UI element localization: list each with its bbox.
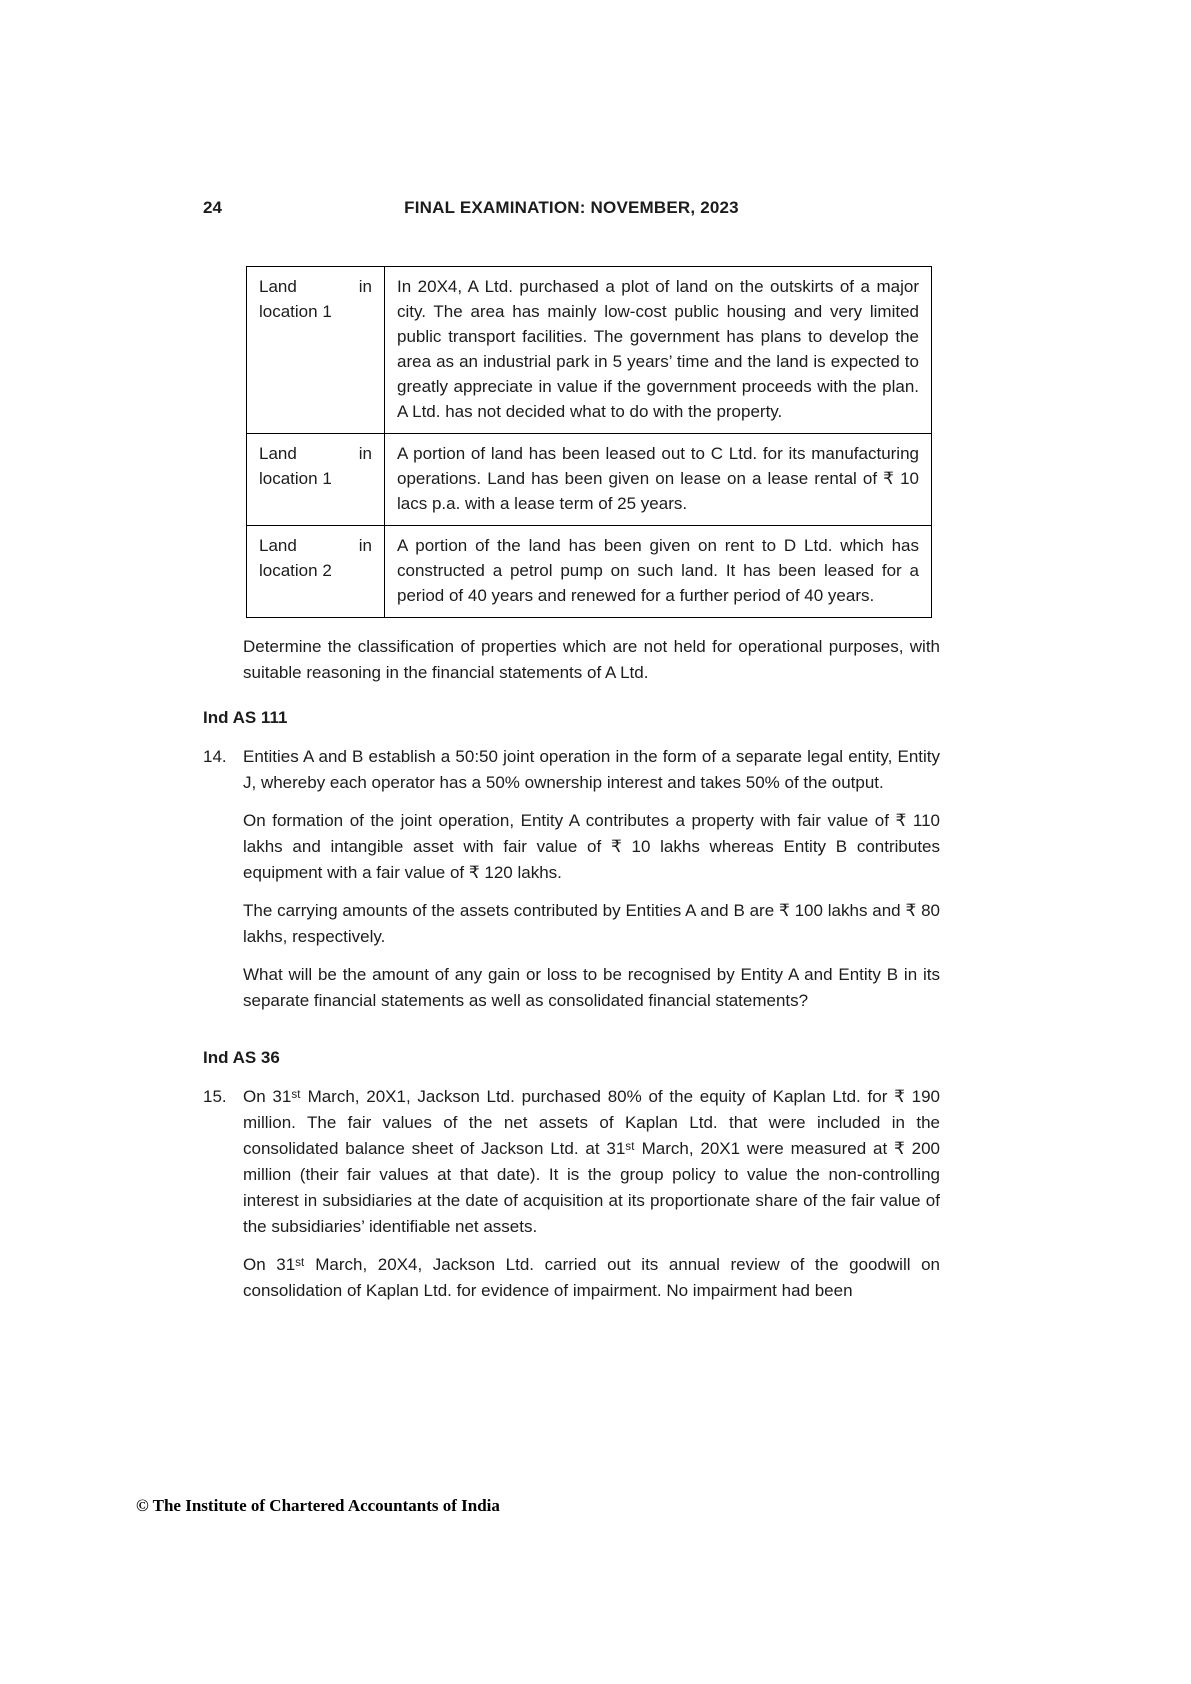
row-text-cell: A portion of land has been leased out to C Ltd. for its manufacturing operations. Land has been given on lease on a lease rental of ₹ 10 lacs p.a. with a lease term of 25 years. (385, 434, 932, 526)
question-closing-paragraph: Determine the classification of properties which are not held for operational purposes, with suitable reasoning in the financial statements of A Ltd. (243, 637, 940, 682)
paragraph: On 31ˢᵗ March, 20X1, Jackson Ltd. purchased 80% of the equity of Kaplan Ltd. for ₹ 190 million. The fair values of the net assets of Kaplan Ltd. that were included in the consolidated balance sheet of Jackson Ltd. at 31ˢᵗ March, 20X1 were measured at ₹ 200 million (their fair values at that date). It is the group policy to value the non-controlling interest in subsidiaries at the date of acquisition at its proportionate share of the fair value of the subsidiaries’ identifiable net assets. (243, 1087, 940, 1236)
question-15-number: 15. (203, 1087, 227, 1106)
table-row (247, 267, 932, 434)
row-text-cell: In 20X4, A Ltd. purchased a plot of land on the outskirts of a major city. The area has mainly low-cost public housing and very limited public transport facilities. The government has plans to develop the area as an industrial park in 5 years’ time and the land is expected to greatly appreciate in value if the government proceeds with the plan. A Ltd. has not decided what to do with the property. (385, 267, 932, 434)
paragraph: What will be the amount of any gain or loss to be recognised by Entity A and Entity B in its separate financial statements as well as consolidated financial statements? (243, 965, 940, 1010)
row-label-cell: Land in location 1 (247, 267, 385, 434)
land-classification-table (246, 266, 932, 618)
page-number: 24 (203, 198, 222, 217)
question-14-body (243, 744, 940, 1026)
copyright-text: © The Institute of Chartered Accountants of India (136, 1496, 500, 1515)
paragraph: On formation of the joint operation, Entity A contributes a property with fair value of ₹ 110 lakhs and intangible asset with fair value of ₹ 10 lakhs whereas Entity B contributes equipment with a fair value of ₹ 120 lakhs. (243, 811, 940, 882)
page-title: FINAL EXAMINATION: NOVEMBER, 2023 (404, 198, 739, 217)
row-text-cell: A portion of the land has been given on rent to D Ltd. which has constructed a petrol pump on such land. It has been leased for a period of 40 years and renewed for a further period of 40 years. (385, 526, 932, 618)
row-label-cell: Land in location 2 (247, 526, 385, 618)
section-heading-ind-as-111: Ind AS 111 (203, 708, 288, 727)
section-heading-ind-as-36: Ind AS 36 (203, 1048, 280, 1067)
table-row (247, 526, 932, 618)
paragraph: On 31ˢᵗ March, 20X4, Jackson Ltd. carried out its annual review of the goodwill on consolidation of Kaplan Ltd. for evidence of impairment. No impairment had been (243, 1255, 940, 1300)
table-row (247, 434, 932, 526)
row-label-cell: Land in location 1 (247, 434, 385, 526)
page-footer (136, 1496, 500, 1516)
paragraph: Entities A and B establish a 50:50 joint operation in the form of a separate legal entity, Entity J, whereby each operator has a 50% ownership interest and takes 50% of the output. (243, 747, 940, 792)
question-14 (203, 744, 940, 1026)
question-15-body (243, 1084, 940, 1316)
page-header (203, 198, 940, 222)
question-15 (203, 1084, 940, 1316)
question-14-number: 14. (203, 747, 227, 766)
paragraph: The carrying amounts of the assets contributed by Entities A and B are ₹ 100 lakhs and ₹ 80 lakhs, respectively. (243, 901, 940, 946)
content-area (203, 266, 940, 1320)
